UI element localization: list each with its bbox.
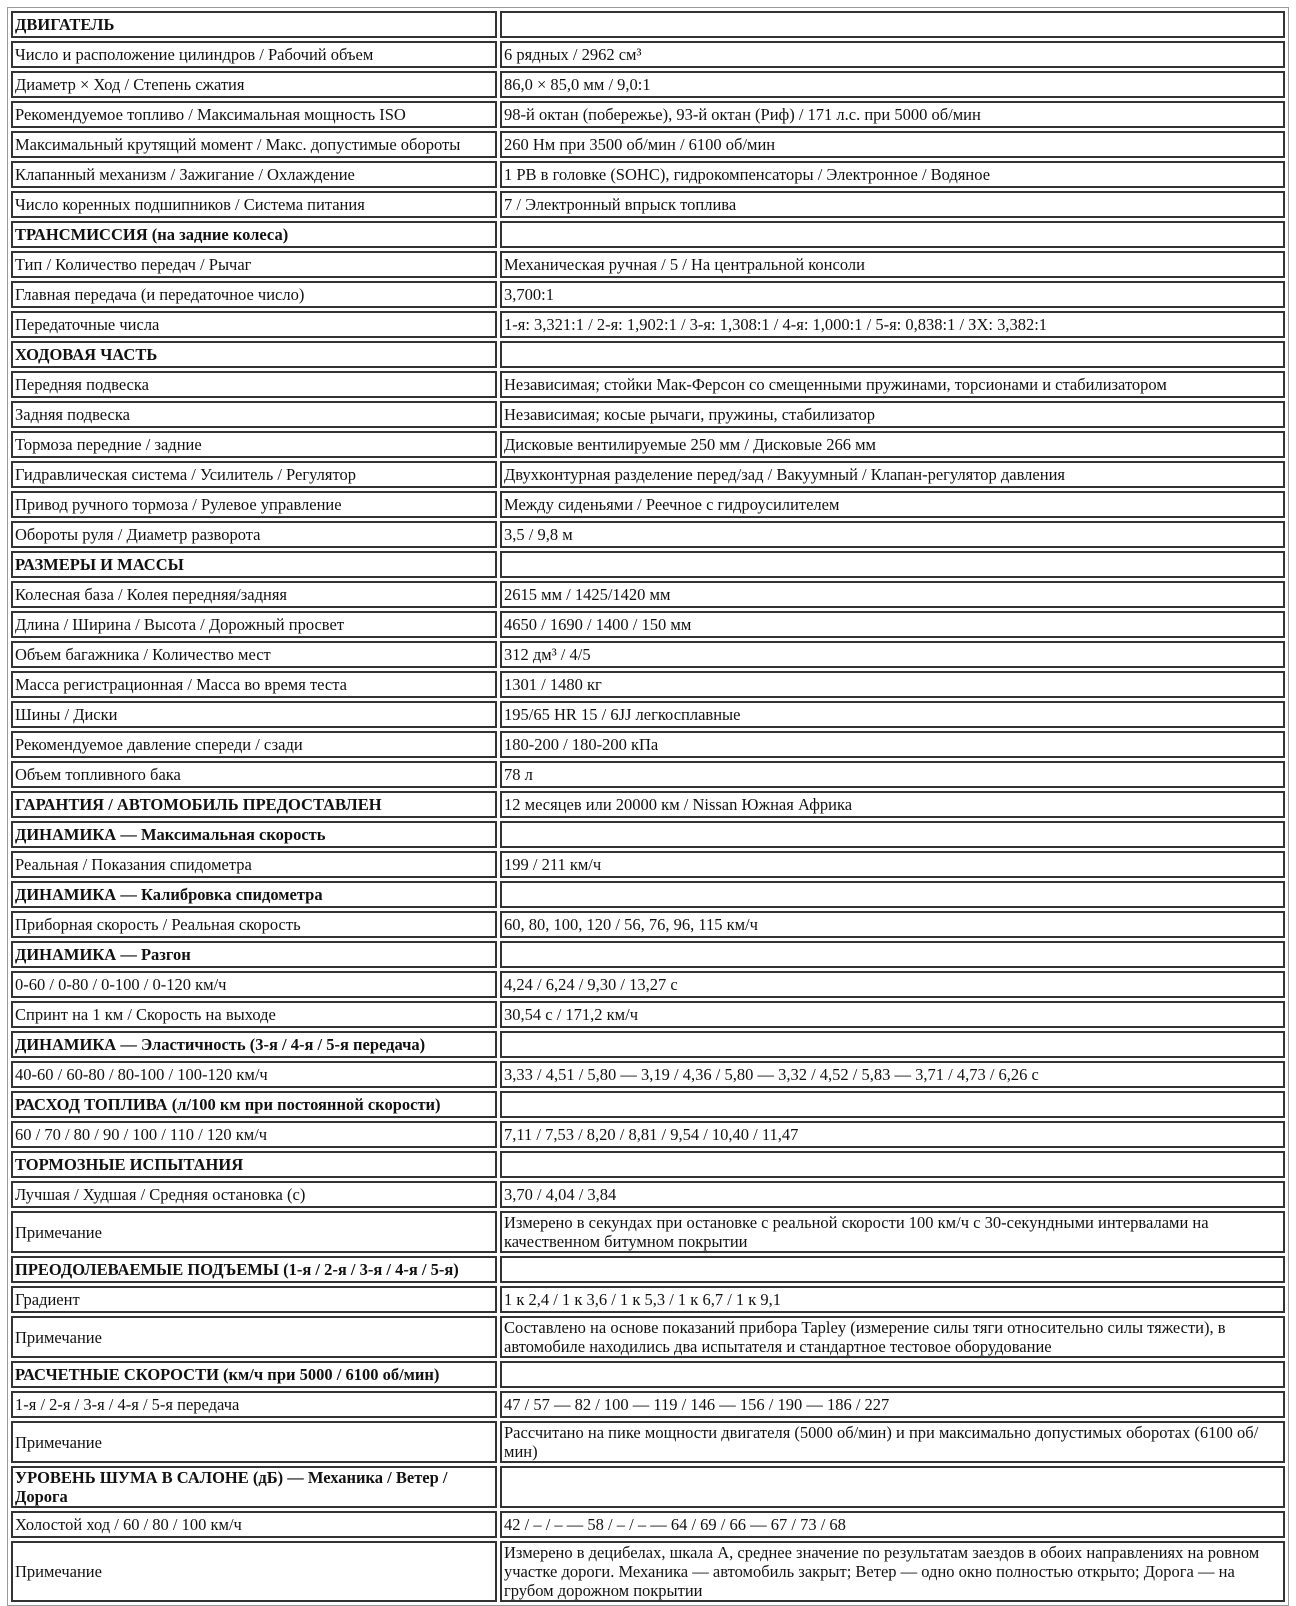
spec-row <box>11 251 1285 278</box>
spec-label: Число коренных подшипников / Система питания <box>11 191 497 218</box>
spec-value <box>500 221 1285 248</box>
spec-value: 7 / Электронный впрыск топлива <box>500 191 1285 218</box>
spec-row <box>11 1001 1285 1028</box>
spec-row <box>11 491 1285 518</box>
spec-row <box>11 701 1285 728</box>
spec-row <box>11 611 1285 638</box>
spec-row <box>11 1316 1285 1358</box>
spec-row <box>11 521 1285 548</box>
spec-value: 42 / – / – — 58 / – / – — 64 / 69 / 66 — 67 / 73 / 68 <box>500 1511 1285 1538</box>
spec-value: Составлено на основе показаний прибора Tapley (измерение силы тяги относительно силы тяжести), в автомобиле находились два испытателя и стандартное тестовое оборудование <box>500 1316 1285 1358</box>
spec-row <box>11 191 1285 218</box>
spec-row <box>11 101 1285 128</box>
section-header-row <box>11 1361 1285 1388</box>
spec-value <box>500 1031 1285 1058</box>
spec-value: 1301 / 1480 кг <box>500 671 1285 698</box>
section-title: ГАРАНТИЯ / АВТОМОБИЛЬ ПРЕДОСТАВЛЕН <box>11 791 497 818</box>
spec-value: Дисковые вентилируемые 250 мм / Дисковые 266 мм <box>500 431 1285 458</box>
spec-value: 78 л <box>500 761 1285 788</box>
spec-row <box>11 1286 1285 1313</box>
spec-row <box>11 971 1285 998</box>
spec-label: Рекомендуемое топливо / Максимальная мощность ISO <box>11 101 497 128</box>
section-title: РАСЧЕТНЫЕ СКОРОСТИ (км/ч при 5000 / 6100 об/мин) <box>11 1361 497 1388</box>
spec-row <box>11 761 1285 788</box>
spec-table <box>7 7 1289 1606</box>
spec-value: 86,0 × 85,0 мм / 9,0:1 <box>500 71 1285 98</box>
spec-value: Механическая ручная / 5 / На центральной консоли <box>500 251 1285 278</box>
spec-label: Примечание <box>11 1541 497 1602</box>
spec-row <box>11 41 1285 68</box>
spec-value: 3,33 / 4,51 / 5,80 — 3,19 / 4,36 / 5,80 — 3,32 / 4,52 / 5,83 — 3,71 / 4,73 / 6,26 с <box>500 1061 1285 1088</box>
spec-value: 98-й октан (побережье), 93-й октан (Риф) / 171 л.с. при 5000 об/мин <box>500 101 1285 128</box>
section-header-row <box>11 1091 1285 1118</box>
section-title: ТОРМОЗНЫЕ ИСПЫТАНИЯ <box>11 1151 497 1178</box>
spec-label: Холостой ход / 60 / 80 / 100 км/ч <box>11 1511 497 1538</box>
spec-label: Примечание <box>11 1316 497 1358</box>
spec-label: Рекомендуемое давление спереди / сзади <box>11 731 497 758</box>
section-title: УРОВЕНЬ ШУМА В САЛОНЕ (дБ) — Механика / Ветер / Дорога <box>11 1466 497 1508</box>
spec-row <box>11 1541 1285 1602</box>
spec-value: 47 / 57 — 82 / 100 — 119 / 146 — 156 / 190 — 186 / 227 <box>500 1391 1285 1418</box>
spec-label: Примечание <box>11 1421 497 1463</box>
spec-row <box>11 431 1285 458</box>
section-title: ДИНАМИКА — Эластичность (3-я / 4-я / 5-я передача) <box>11 1031 497 1058</box>
spec-row <box>11 1121 1285 1148</box>
section-title: ПРЕОДОЛЕВАЕМЫЕ ПОДЪЕМЫ (1-я / 2-я / 3-я / 4-я / 5-я) <box>11 1256 497 1283</box>
section-header-row <box>11 881 1285 908</box>
spec-label: Привод ручного тормоза / Рулевое управление <box>11 491 497 518</box>
spec-label: Объем багажника / Количество мест <box>11 641 497 668</box>
spec-label: 0-60 / 0-80 / 0-100 / 0-120 км/ч <box>11 971 497 998</box>
spec-label: Реальная / Показания спидометра <box>11 851 497 878</box>
spec-value: 12 месяцев или 20000 км / Nissan Южная Африка <box>500 791 1285 818</box>
section-header-row <box>11 941 1285 968</box>
spec-row <box>11 1181 1285 1208</box>
spec-value: Независимая; стойки Мак-Ферсон со смещенными пружинами, торсионами и стабилизатором <box>500 371 1285 398</box>
spec-value: 30,54 с / 171,2 км/ч <box>500 1001 1285 1028</box>
section-title: РАЗМЕРЫ И МАССЫ <box>11 551 497 578</box>
spec-label: Передаточные числа <box>11 311 497 338</box>
section-header-row <box>11 341 1285 368</box>
spec-value: 7,11 / 7,53 / 8,20 / 8,81 / 9,54 / 10,40 / 11,47 <box>500 1121 1285 1148</box>
spec-row <box>11 731 1285 758</box>
spec-label: Спринт на 1 км / Скорость на выходе <box>11 1001 497 1028</box>
spec-value: 4650 / 1690 / 1400 / 150 мм <box>500 611 1285 638</box>
section-title: ДВИГАТЕЛЬ <box>11 11 497 38</box>
spec-value <box>500 1466 1285 1508</box>
spec-value: 1 РВ в головке (SOHC), гидрокомпенсаторы / Электронное / Водяное <box>500 161 1285 188</box>
section-header-row <box>11 221 1285 248</box>
spec-label: Гидравлическая система / Усилитель / Регулятор <box>11 461 497 488</box>
section-header-row <box>11 11 1285 38</box>
spec-label: Главная передача (и передаточное число) <box>11 281 497 308</box>
spec-value: 60, 80, 100, 120 / 56, 76, 96, 115 км/ч <box>500 911 1285 938</box>
spec-label: Клапанный механизм / Зажигание / Охлаждение <box>11 161 497 188</box>
spec-value <box>500 821 1285 848</box>
spec-label: Передняя подвеска <box>11 371 497 398</box>
section-title: ТРАНСМИССИЯ (на задние колеса) <box>11 221 497 248</box>
spec-row <box>11 911 1285 938</box>
spec-value: Измерено в секундах при остановке с реальной скорости 100 км/ч с 30-секундными интервалами на качественном битумном покрытии <box>500 1211 1285 1253</box>
spec-value: 4,24 / 6,24 / 9,30 / 13,27 с <box>500 971 1285 998</box>
spec-value: 312 дм³ / 4/5 <box>500 641 1285 668</box>
spec-label: Обороты руля / Диаметр разворота <box>11 521 497 548</box>
section-header-row <box>11 1256 1285 1283</box>
spec-label: Приборная скорость / Реальная скорость <box>11 911 497 938</box>
spec-value <box>500 11 1285 38</box>
section-title: ДИНАМИКА — Максимальная скорость <box>11 821 497 848</box>
spec-value <box>500 881 1285 908</box>
spec-value: Измерено в децибелах, шкала А, среднее значение по результатам заездов в обоих направлениях на ровном участке дороги. Механика — автомобиль закрыт; Ветер — одно окно полностью открыто; Дорога — на грубом дорожном покрытии <box>500 1541 1285 1602</box>
spec-row <box>11 461 1285 488</box>
spec-value <box>500 551 1285 578</box>
spec-value: 6 рядных / 2962 см³ <box>500 41 1285 68</box>
section-header-row <box>11 1031 1285 1058</box>
spec-value: Двухконтурная разделение перед/зад / Вакуумный / Клапан-регулятор давления <box>500 461 1285 488</box>
spec-label: Объем топливного бака <box>11 761 497 788</box>
spec-value <box>500 341 1285 368</box>
spec-row <box>11 1211 1285 1253</box>
spec-value <box>500 1091 1285 1118</box>
spec-row <box>11 641 1285 668</box>
spec-row <box>11 1421 1285 1463</box>
spec-label: Число и расположение цилиндров / Рабочий объем <box>11 41 497 68</box>
spec-value: 3,70 / 4,04 / 3,84 <box>500 1181 1285 1208</box>
section-header-row <box>11 551 1285 578</box>
spec-label: Шины / Диски <box>11 701 497 728</box>
section-header-row <box>11 821 1285 848</box>
spec-label: Диаметр × Ход / Степень сжатия <box>11 71 497 98</box>
section-title: ДИНАМИКА — Калибровка спидометра <box>11 881 497 908</box>
spec-label: 1-я / 2-я / 3-я / 4-я / 5-я передача <box>11 1391 497 1418</box>
spec-row <box>11 671 1285 698</box>
spec-row <box>11 281 1285 308</box>
section-header-row <box>11 1151 1285 1178</box>
spec-value: 3,5 / 9,8 м <box>500 521 1285 548</box>
spec-value: 180-200 / 180-200 кПа <box>500 731 1285 758</box>
spec-row <box>11 1391 1285 1418</box>
spec-label: 40-60 / 60-80 / 80-100 / 100-120 км/ч <box>11 1061 497 1088</box>
section-header-row <box>11 1466 1285 1508</box>
spec-value <box>500 1151 1285 1178</box>
spec-row <box>11 311 1285 338</box>
spec-label: Тип / Количество передач / Рычаг <box>11 251 497 278</box>
spec-label: Примечание <box>11 1211 497 1253</box>
section-title: ДИНАМИКА — Разгон <box>11 941 497 968</box>
spec-value: Независимая; косые рычаги, пружины, стабилизатор <box>500 401 1285 428</box>
spec-row <box>11 1061 1285 1088</box>
spec-label: Длина / Ширина / Высота / Дорожный просвет <box>11 611 497 638</box>
spec-row <box>11 71 1285 98</box>
spec-label: 60 / 70 / 80 / 90 / 100 / 110 / 120 км/ч <box>11 1121 497 1148</box>
spec-value <box>500 1361 1285 1388</box>
spec-label: Задняя подвеска <box>11 401 497 428</box>
spec-value <box>500 941 1285 968</box>
spec-label: Колесная база / Колея передняя/задняя <box>11 581 497 608</box>
spec-value: 199 / 211 км/ч <box>500 851 1285 878</box>
spec-label: Масса регистрационная / Масса во время теста <box>11 671 497 698</box>
spec-row <box>11 371 1285 398</box>
spec-row <box>11 581 1285 608</box>
spec-label: Максимальный крутящий момент / Макс. допустимые обороты <box>11 131 497 158</box>
spec-row <box>11 161 1285 188</box>
spec-row <box>11 851 1285 878</box>
spec-row <box>11 401 1285 428</box>
spec-table-body <box>11 11 1285 1602</box>
spec-row <box>11 1511 1285 1538</box>
spec-value: 1-я: 3,321:1 / 2-я: 1,902:1 / 3-я: 1,308:1 / 4-я: 1,000:1 / 5-я: 0,838:1 / ЗХ: 3,382:1 <box>500 311 1285 338</box>
section-header-row <box>11 791 1285 818</box>
spec-row <box>11 131 1285 158</box>
spec-label: Тормоза передние / задние <box>11 431 497 458</box>
spec-value: 2615 мм / 1425/1420 мм <box>500 581 1285 608</box>
spec-value: 260 Нм при 3500 об/мин / 6100 об/мин <box>500 131 1285 158</box>
section-title: РАСХОД ТОПЛИВА (л/100 км при постоянной скорости) <box>11 1091 497 1118</box>
spec-label: Лучшая / Худшая / Средняя остановка (с) <box>11 1181 497 1208</box>
spec-value: Между сиденьями / Реечное с гидроусилителем <box>500 491 1285 518</box>
spec-label: Градиент <box>11 1286 497 1313</box>
spec-value: 1 к 2,4 / 1 к 3,6 / 1 к 5,3 / 1 к 6,7 / 1 к 9,1 <box>500 1286 1285 1313</box>
section-title: ХОДОВАЯ ЧАСТЬ <box>11 341 497 368</box>
spec-value: 3,700:1 <box>500 281 1285 308</box>
spec-value: Рассчитано на пике мощности двигателя (5000 об/мин) и при максимально допустимых оборотах (6100 об/мин) <box>500 1421 1285 1463</box>
spec-value: 195/65 HR 15 / 6JJ легкосплавные <box>500 701 1285 728</box>
spec-value <box>500 1256 1285 1283</box>
